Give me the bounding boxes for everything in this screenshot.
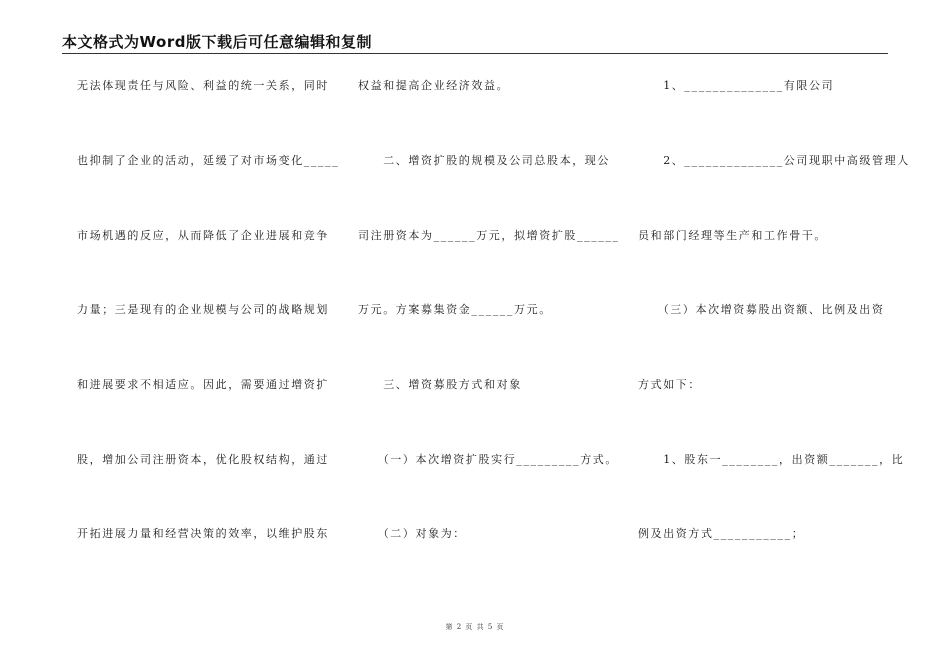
paragraph-line: 万元。方案募集资金______万元。 (358, 303, 552, 316)
paragraph-line: 也抑制了企业的活动，延缓了对市场变化_____ (77, 154, 340, 167)
page-number: 第 2 页 共 5 页 (445, 623, 505, 631)
paragraph-line: 力量；三是现有的企业规模与公司的战略规划 (77, 303, 329, 316)
paragraph-line: 员和部门经理等生产和工作骨干。 (638, 229, 827, 242)
paragraph-line: 二、增资扩股的规模及公司总股本，现公 (358, 154, 610, 167)
paragraph-line: 无法体现责任与风险、利益的统一关系，同时 (77, 79, 329, 92)
paragraph-line: 1、股东一________，出资额_______，比 (638, 453, 905, 466)
paragraph-line: 1、______________有限公司 (638, 79, 835, 92)
paragraph-line: 股，增加公司注册资本，优化股权结构，通过 (77, 453, 329, 466)
paragraph-line: 和进展要求不相适应。因此，需要通过增资扩 (77, 378, 329, 391)
paragraph-line: 三、增资募股方式和对象 (358, 378, 522, 391)
paragraph-line: （二）对象为： (358, 527, 466, 540)
paragraph-line: 方式如下： (638, 378, 701, 391)
paragraph-line: 司注册资本为______万元，拟增资扩股______ (358, 229, 620, 242)
paragraph-line: （三）本次增资募股出资额、比例及出资 (638, 303, 885, 316)
paragraph-line: 2、______________公司现职中高级管理人 (638, 154, 910, 167)
paragraph-line: 例及出资方式___________； (638, 527, 805, 540)
paragraph-line: 市场机遇的反应，从而降低了企业进展和竞争 (77, 229, 329, 242)
paragraph-line: （一）本次增资扩股实行_________方式。 (358, 453, 618, 466)
header-divider (62, 53, 888, 54)
paragraph-line: 开拓进展力量和经营决策的效率，以维护股东 (77, 527, 329, 540)
paragraph-line: 权益和提高企业经济效益。 (358, 79, 510, 92)
document-header-title: 本文格式为Word版下载后可任意编辑和复制 (62, 33, 372, 51)
